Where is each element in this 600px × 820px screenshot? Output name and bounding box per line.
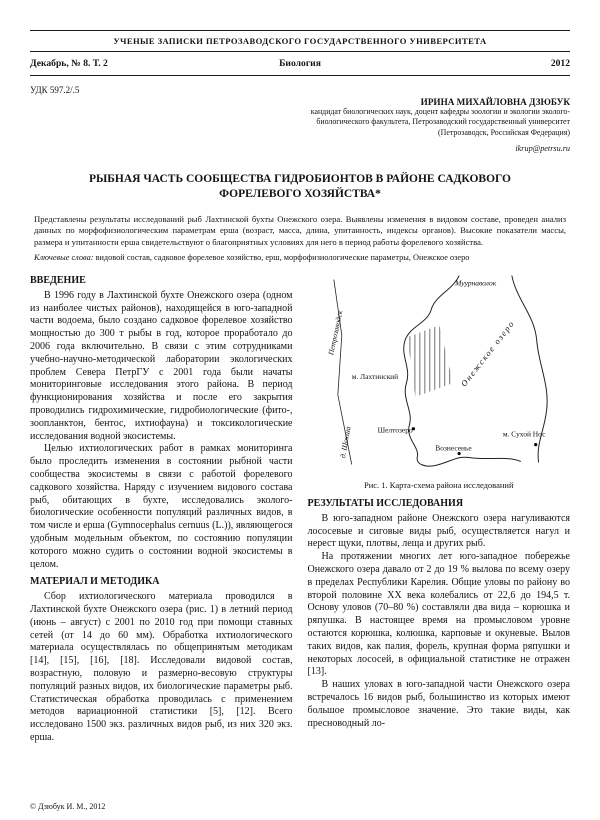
study-area-hatch — [407, 325, 453, 397]
paragraph: В наших уловах в юго-западной части Онежского озера встречалось 16 видов рыб, большинство из которых имеют большое промысловое значение. Это такие виды, как пресноводный ло- — [307, 679, 570, 729]
paragraph: На протяжении многих лет юго-западное побережье Онежского озера давало от 2 до 19 % вылова по всему озеру в пределах Республики Карелия. Общие уловы по району во второй половине XX века колебались от 22,6 до 194,5 т. Основу уловов (70–80 %) составляли два вида – корюшка и ряпушка. В настоящее время на промысловом уровне остаются корюшка, колюшка, карповые и окуневые. Вылов таких видов, как палия, форель, крупная форма ряпушки и некоторых лососей, в официальной статистике не отражен [13]. — [307, 551, 570, 678]
journal-name: УЧЕНЫЕ ЗАПИСКИ ПЕТРОЗАВОДСКОГО ГОСУДАРСТВЕННОГО УНИВЕРСИТЕТА — [113, 36, 487, 46]
paragraph: Сбор ихтиологического материала проводился в Лахтинской бухте Онежского озера (рис. 1) в летний период (июнь – август) с 2001 по 2010 год при помощи ставных сетей (от 14 до 60 мм). Обработка ихтиологического материала осуществлялась по общепринятым методикам [14], [15], [16], [18]. Исследовали видовой состав, возрастную, половую и размерно-весовую структуры популяций разных видов, их биологические параметры рыб. Статистическая обработка проводилась с применением методов вариационной статистики [5], [12]. Всего исследовано 1500 экз. различных видов рыб, из них 320 экз. ерша. — [30, 591, 293, 743]
section-heading-methods: МАТЕРИАЛ И МЕТОДИКА — [30, 576, 160, 588]
divider — [30, 30, 570, 31]
left-column — [30, 275, 293, 745]
keywords-line — [34, 253, 566, 262]
author-block — [30, 97, 570, 156]
figure-1 — [308, 275, 571, 491]
map-label-lake: Онежское озеро — [458, 318, 517, 389]
two-column-body — [30, 275, 570, 745]
section-heading-results: РЕЗУЛЬТАТЫ ИССЛЕДОВАНИЯ — [307, 497, 464, 509]
section-heading-introduction: ВВЕДЕНИЕ — [30, 275, 86, 287]
divider — [30, 75, 570, 76]
right-column — [308, 275, 571, 745]
issue-row — [30, 58, 570, 69]
keywords-text: видовой состав, садковое форелевое хозяйство, ерш, морфофизиологические параметры, Онежское озеро — [93, 253, 470, 263]
paragraph: В 1996 году в Лахтинской бухте Онежского озера (одном из наиболее чистых районов), находящейся в юго-западной части водоема, было создано садковое форелевое хозяйство мощностью до 300 т рыбы в год, которое проработало до 2006 года включительно. В связи с этим сотрудниками учебно-научно-методической лаборатории экологических проблем Севера ПетрГУ с 2001 года были начаты мониторинговые исследования этого района. В период функционирования хозяйства и после его закрытия проводились гидрохимические, гидробиологические (фито-, зоопланктон, бентос, ихтиофауна) и токсикологические исследования водной экосистемы. — [30, 289, 293, 442]
copyright-notice: © Дзюбук И. М., 2012 — [30, 802, 106, 811]
udk-code: УДК 597.2/.5 — [30, 85, 80, 95]
paragraph: Целью ихтиологических работ в рамках мониторинга было проследить изменения в состоянии рыбной части сообщества экосистемы в связи с работой форелевого садкового хозяйства. Наряду с изучением видового состава рыб, обитающих в бухте, исследовались эколого-биологические особенности популяций различных видов, в том числе и ерша (Gymnocephalus cernuus (L.)), являющегося удобным модельным объектом, по состоянию популяции которого можно судить о состоянии водной экосистемы в целом. — [30, 443, 293, 570]
issue-label: Декабрь, № 8. Т. 2 — [30, 58, 108, 69]
divider — [30, 51, 570, 52]
map-label-sukhoy-nos: м. Сухой Нос — [502, 429, 545, 439]
paragraph: В юго-западном районе Онежского озера нагуливаются лососевые и сиговые виды рыб, осуществляется нагул и нерест щуки, плотвы, леща и других рыб. — [307, 512, 570, 550]
author-name: ИРИНА МИХАЙЛОВНА ДЗЮБУК — [420, 97, 570, 107]
article-abstract: Представлены результаты исследований рыб Лахтинской бухты Онежского озера. Выявлены изменения в видовом составе, проведен анализ данных по морфофизиологическим параметрам ерша (возраст, масса, длина, упитанность, индексы органов). Высокие показатели массы, размера и упитанности ерша свидетельствуют о благоприятных условиях для него в период работы форелевого хозяйства. — [34, 213, 566, 247]
map-label-petrozavodsk: Петрозаводск — [325, 309, 344, 356]
map-label-voznesenye: Вознесенье — [434, 443, 472, 453]
author-email-link[interactable]: ikrup@petrsu.ru — [515, 143, 570, 153]
settlement-dot — [534, 443, 537, 446]
journal-header — [30, 30, 570, 76]
map-label-shoksha: д. Шокша — [337, 425, 353, 459]
study-area-map — [308, 275, 571, 477]
article-title: РЫБНАЯ ЧАСТЬ СООБЩЕСТВА ГИДРОБИОНТОВ В РАЙОНЕ САДКОВОГО ФОРЕЛЕВОГО ХОЗЯЙСТВА* — [88, 172, 512, 201]
author-affiliation: кандидат биологических наук, доцент кафедры зоологии и экологии эколого-биологического факультета, Петрозаводский государственный университет (Петрозаводск, Российская Федерация) — [310, 107, 570, 137]
journal-year: 2012 — [550, 58, 570, 69]
keywords-label: Ключевые слова: — [34, 253, 94, 263]
journal-section: Биология — [279, 58, 321, 69]
map-label-sheltozero: Шелтозеро — [377, 425, 413, 435]
map-label-lakhtinsky: м. Лахтинский — [351, 372, 398, 382]
figure-caption: Рис. 1. Карта-схема района исследований — [363, 480, 514, 491]
map-label-cape-top: Муурнаволок — [454, 278, 496, 288]
